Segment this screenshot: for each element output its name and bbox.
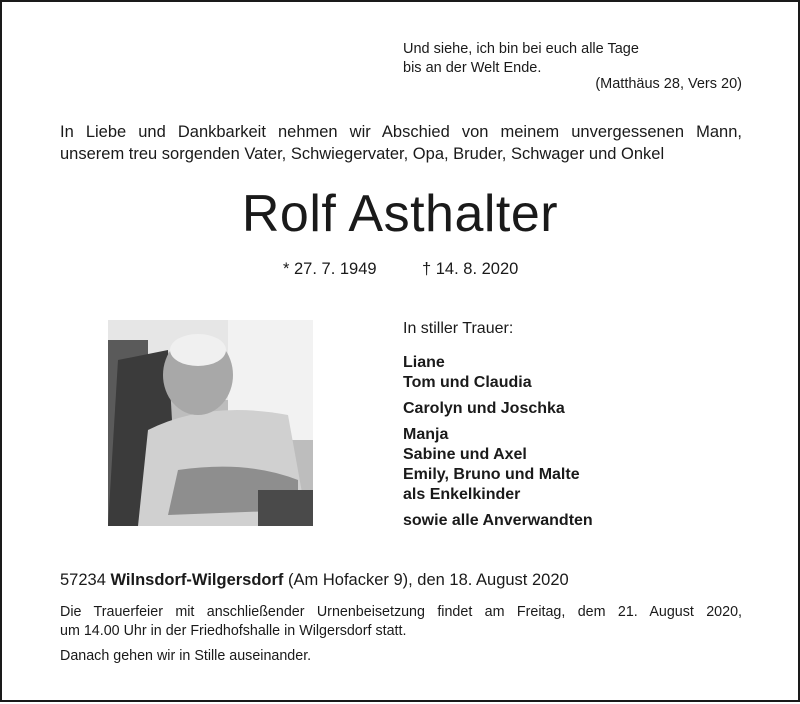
mourner-name: Sabine und Axel <box>403 446 527 463</box>
closing-line: Danach gehen wir in Stille auseinander. <box>60 648 312 664</box>
place-rest: (Am Hofacker 9), den 18. August 2020 <box>283 571 569 589</box>
death-date: † 14. 8. 2020 <box>422 260 519 278</box>
intro-line-2: unserem treu sorgenden Vater, Schwiegervater, Opa, Bruder, Schwager und Onkel <box>60 145 665 163</box>
service-line-2: um 14.00 Uhr in der Friedhofshalle in Wilgersdorf statt. <box>60 623 407 639</box>
mourners-title: In stiller Trauer: <box>403 320 514 337</box>
quote-source: (Matthäus 28, Vers 20) <box>595 76 742 92</box>
mourner-name: Tom und Claudia <box>403 374 532 391</box>
mourner-name: Liane <box>403 354 445 371</box>
intro-line-1: In Liebe und Dankbarkeit nehmen wir Abschied von meinem unvergessenen Mann, <box>60 123 742 141</box>
quote-line-1: Und siehe, ich bin bei euch alle Tage <box>403 41 639 57</box>
service-info <box>60 603 742 641</box>
mourner-name: Carolyn und Joschka <box>403 400 565 417</box>
portrait-photo <box>108 320 313 526</box>
quote-line-2: bis an der Welt Ende. <box>403 60 542 76</box>
mourner-group <box>403 425 593 505</box>
mourner-name: als Enkelkinder <box>403 486 521 503</box>
mourner-group <box>403 353 593 393</box>
mourner-name: Emily, Bruno und Malte <box>403 466 580 483</box>
mourners-block <box>403 320 593 537</box>
portrait-photo-drawing <box>108 320 313 526</box>
bible-quote <box>403 40 639 78</box>
place-zip: 57234 <box>60 571 106 589</box>
birth-date: * 27. 7. 1949 <box>283 260 377 278</box>
place-town: Wilnsdorf-Wilgersdorf <box>110 571 284 589</box>
service-line-1: Die Trauerfeier mit anschließender Urnenbeisetzung findet am Freitag, dem 21. August 2020, <box>60 604 742 620</box>
mourner-group <box>403 399 593 419</box>
mourner-group <box>403 511 593 531</box>
deceased-name: Rolf Asthalter <box>241 185 559 243</box>
place-and-date <box>60 571 569 590</box>
intro-text <box>60 121 742 165</box>
mourner-name: Manja <box>403 426 449 443</box>
mourner-name: sowie alle Anverwandten <box>403 512 593 529</box>
